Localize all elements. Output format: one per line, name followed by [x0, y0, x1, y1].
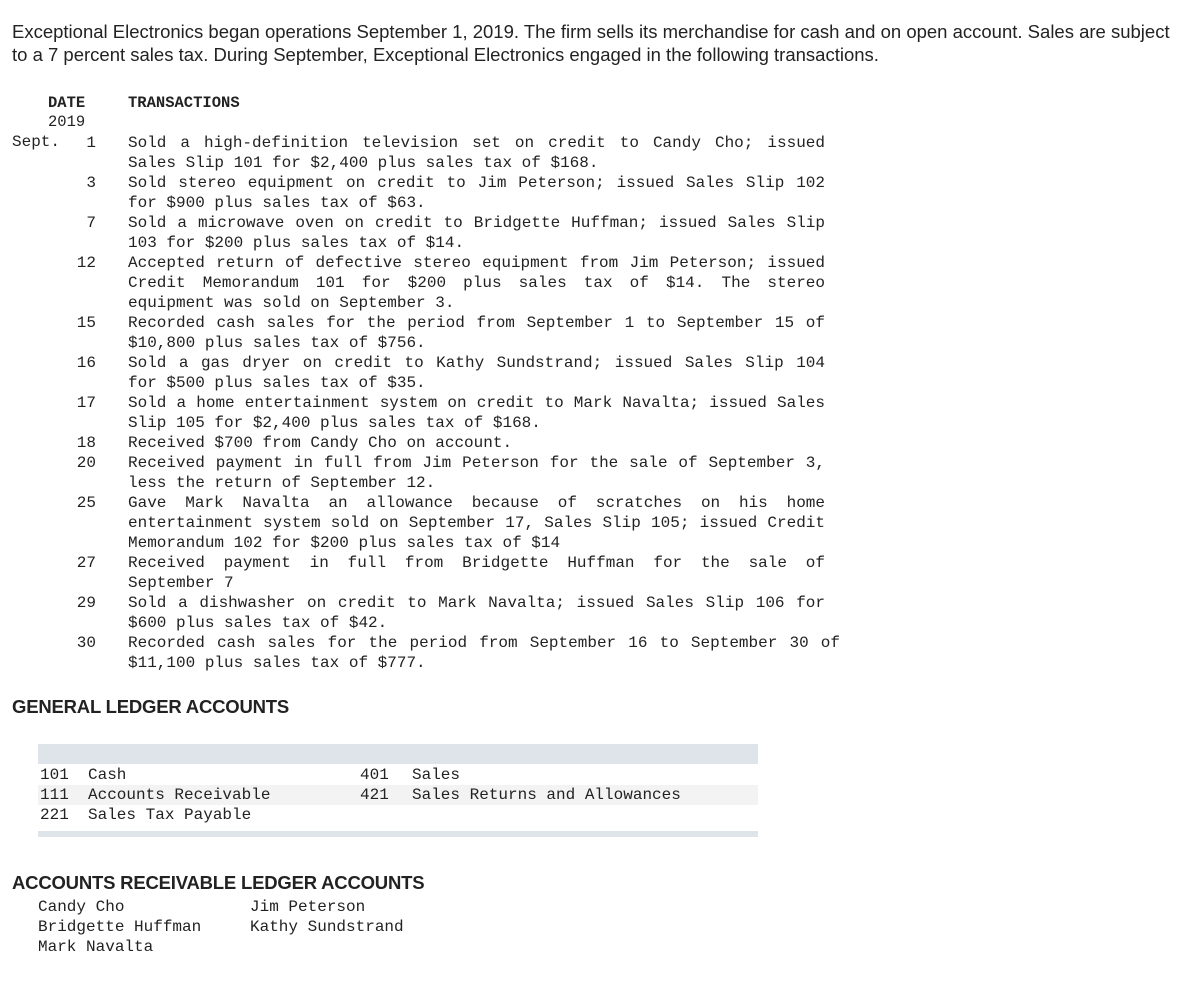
ar-ledger-heading: ACCOUNTS RECEIVABLE LEDGER ACCOUNTS — [12, 872, 425, 893]
ar-account: Kathy Sundstrand — [250, 918, 404, 936]
transaction-day: 25 — [76, 494, 96, 512]
table-header-band — [38, 744, 758, 764]
transaction-day: 3 — [86, 174, 96, 192]
account-number: 221 — [40, 806, 69, 824]
ar-account: Bridgette Huffman — [38, 918, 202, 936]
transaction-day: 20 — [76, 454, 96, 472]
transaction-day: 12 — [76, 254, 96, 272]
transaction-text: Received payment in full from Bridgette Huffman for the sale of September 7 — [128, 554, 825, 592]
transaction-day: 15 — [76, 314, 96, 332]
table-footer-band — [38, 831, 758, 837]
account-number: 111 — [40, 786, 69, 804]
year-label: 2019 — [48, 113, 86, 131]
transaction-day: 30 — [76, 634, 96, 652]
transactions-column-header: TRANSACTIONS — [128, 94, 240, 112]
account-number: 101 — [40, 766, 69, 784]
table-row — [38, 765, 758, 785]
account-number: 401 — [360, 766, 389, 784]
transaction-text: Received $700 from Candy Cho on account. — [128, 434, 513, 452]
account-name: Accounts Receivable — [88, 786, 271, 804]
account-number: 421 — [360, 786, 389, 804]
general-ledger-heading: GENERAL LEDGER ACCOUNTS — [12, 696, 290, 717]
account-name: Sales — [412, 766, 461, 784]
transaction-text: Sold a microwave oven on credit to Bridgette Huffman; issued Sales Slip 103 for $200 plus sales tax of $14. — [128, 214, 825, 252]
transaction-text: Accepted return of defective stereo equipment from Jim Peterson; issued Credit Memorandum 101 for $200 plus sales tax of $14. The stereo equipment was sold on September 3. — [128, 254, 825, 312]
transaction-text: Sold a dishwasher on credit to Mark Navalta; issued Sales Slip 106 for $600 plus sales tax of $42. — [128, 594, 825, 632]
transaction-day: 16 — [76, 354, 96, 372]
transaction-text: Sold a high-definition television set on credit to Candy Cho; issued Sales Slip 101 for $2,400 plus sales tax of $168. — [128, 134, 825, 172]
transaction-day: 18 — [76, 434, 96, 452]
table-row — [38, 785, 758, 805]
transaction-text: Sold a home entertainment system on credit to Mark Navalta; issued Sales Slip 105 for $2,400 plus sales tax of $168. — [128, 394, 825, 432]
problem-intro: Exceptional Electronics began operations September 1, 2019. The firm sells its merchandise for cash and on open account. Sales are subject to a 7 percent sales tax. During September, Exceptional Electronics engaged in the following transactions. — [12, 21, 1170, 65]
transaction-text: Gave Mark Navalta an allowance because of scratches on his home entertainment system sold on September 17, Sales Slip 105; issued Credit Memorandum 102 for $200 plus sales tax of $14 — [128, 494, 825, 552]
date-column-header: DATE — [48, 94, 86, 112]
transaction-text: Sold stereo equipment on credit to Jim Peterson; issued Sales Slip 102 for $900 plus sales tax of $63. — [128, 174, 825, 212]
account-name: Cash — [88, 766, 127, 784]
transaction-text: Recorded cash sales for the period from September 16 to September 30 of $11,100 plus sales tax of $777. — [128, 634, 840, 672]
transaction-text: Received payment in full from Jim Peterson for the sale of September 3, less the return of September 12. — [128, 454, 825, 492]
transaction-day: 17 — [76, 394, 96, 412]
table-row — [38, 805, 758, 825]
transaction-day: 27 — [76, 554, 96, 572]
transaction-day: 1 — [86, 134, 96, 152]
month-label: Sept. — [12, 133, 61, 151]
transaction-day: 7 — [86, 214, 96, 232]
transaction-text: Recorded cash sales for the period from September 1 to September 15 of $10,800 plus sales tax of $756. — [128, 314, 825, 352]
account-name: Sales Returns and Allowances — [412, 786, 681, 804]
ar-account: Candy Cho — [38, 898, 125, 916]
transaction-day: 29 — [76, 594, 96, 612]
ar-account: Jim Peterson — [250, 898, 366, 916]
ar-account: Mark Navalta — [38, 938, 154, 956]
account-name: Sales Tax Payable — [88, 806, 252, 824]
transaction-text: Sold a gas dryer on credit to Kathy Sundstrand; issued Sales Slip 104 for $500 plus sales tax of $35. — [128, 354, 825, 392]
